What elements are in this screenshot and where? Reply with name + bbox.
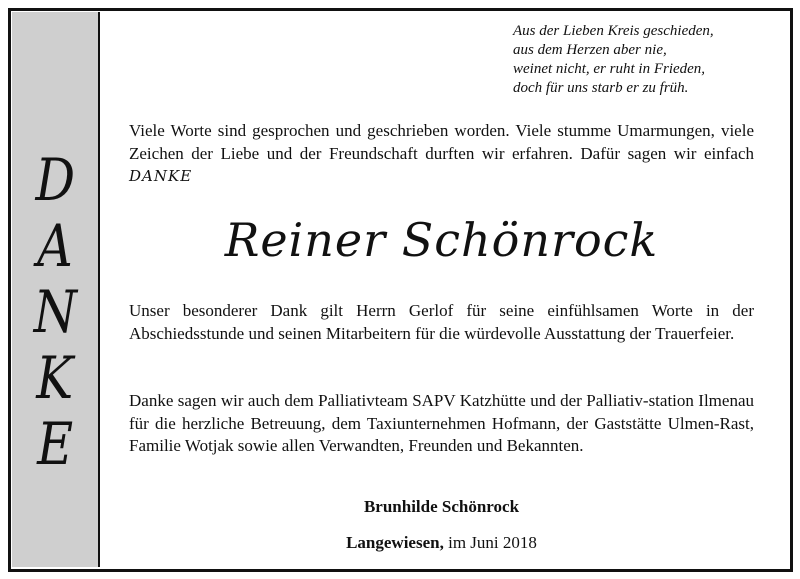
intro-paragraph: [129, 120, 754, 188]
side-letter: N: [33, 278, 77, 346]
side-letter: E: [37, 410, 73, 478]
poem-line: aus dem Herzen aber nie,: [513, 42, 667, 58]
signature: Brunhilde Schönrock: [363, 497, 520, 516]
date: im Juni 2018: [448, 533, 537, 552]
thanks-paragraph-2: Danke sagen wir auch dem Palliativteam SAPV Katzhütte und der Palliativ-station Ilmenau für die herzliche Betreuung, dem Taxiunternehmen Hofmann, der Gaststätte Ulmen-Rast, Familie Wotjak sowie allen Verwandten, Freunden und Bekannten.: [129, 391, 754, 455]
side-banner: [12, 12, 100, 567]
side-letter: K: [36, 344, 74, 412]
poem-line: doch für uns starb er zu früh.: [513, 80, 689, 96]
thanks-paragraph-1: Unser besonderer Dank gilt Herrn Gerlof für seine einfühlsamen Worte in der Abschiedsstunde und seinen Mitarbeitern für die würdevolle Ausstattung der Trauerfeier.: [129, 301, 754, 343]
poem-line: weinet nicht, er ruht in Frieden,: [513, 61, 706, 77]
place: Langewiesen,: [346, 533, 444, 552]
side-letter: D: [35, 146, 75, 214]
deceased-name: Reiner Schönrock: [224, 213, 659, 267]
poem-line: Aus der Lieben Kreis geschieden,: [513, 23, 714, 39]
poem: [513, 22, 773, 98]
intro-text: Viele Worte sind gesprochen und geschrieben worden. Viele stumme Umarmungen, viele Zeichen der Liebe und der Freundschaft durften wir erfahren. Dafür sagen wir einfach: [129, 121, 754, 163]
intro-danke: DANKE: [129, 167, 193, 185]
place-date: [129, 533, 754, 553]
side-letter: A: [37, 212, 73, 280]
